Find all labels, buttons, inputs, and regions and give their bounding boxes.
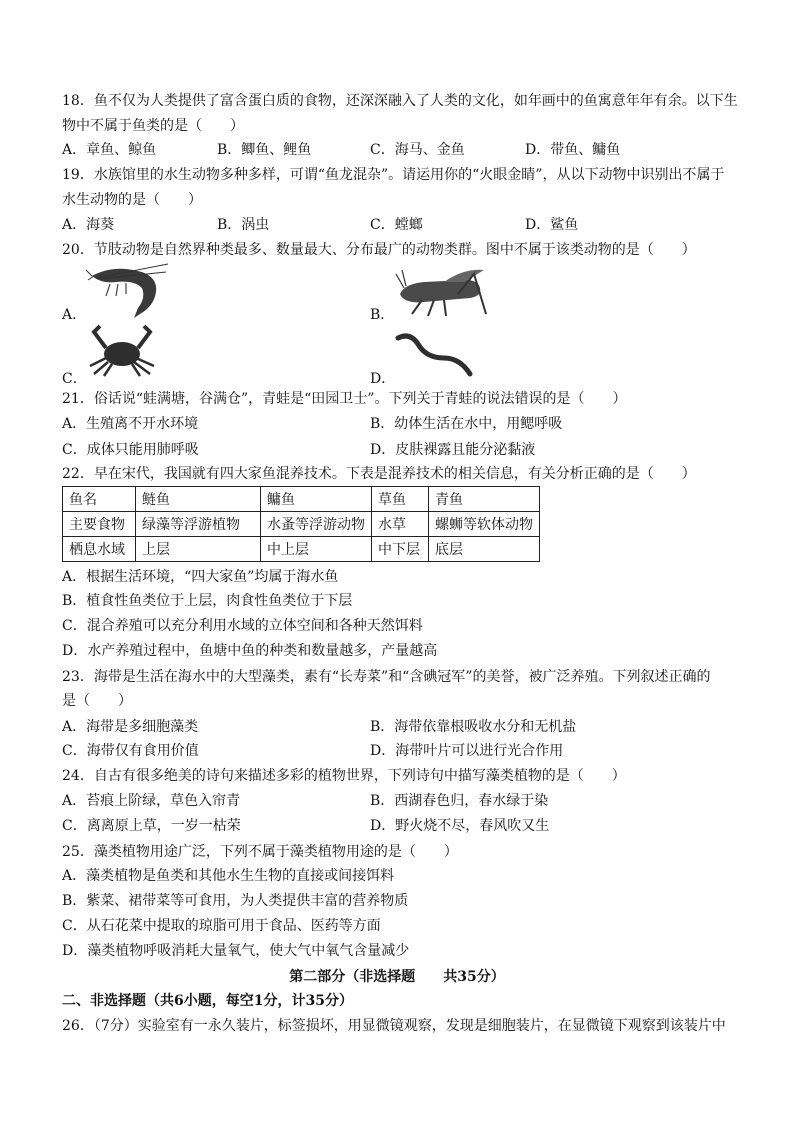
q24-option-b: B．西湖春色归，春水绿于染 xyxy=(370,793,549,809)
table-cell: 青鱼 xyxy=(429,487,540,512)
q26-stem: 26．（7分）实验室有一永久装片，标签损坏，用显微镜观察，发现是细胞装片，在显微镜下观察到该装片中 xyxy=(62,1018,726,1034)
q20-stem: 20．节肢动物是自然界种类最多、数量最大、分布最广的动物类群。图中不属于该类动物的是（ ） xyxy=(62,242,696,258)
table-cell: 栖息水域 xyxy=(63,537,136,562)
q20-option-d: D． xyxy=(370,371,396,387)
q19-stem: 19．水族馆里的水生动物多种多样，可谓“鱼龙混杂”。请运用你的“火眼金睛”，从以下动物中识别出不属于 xyxy=(62,167,725,183)
table-cell: 主要食物 xyxy=(63,512,136,537)
q21-option-d: D．皮肤裸露且能分泌黏液 xyxy=(370,442,536,458)
table-cell: 螺蛳等软体动物 xyxy=(429,512,540,537)
q18-stem: 18．鱼不仅为人类提供了富含蛋白质的食物，还深深融入了人类的文化，如年画中的鱼寓意年年有余。以下生 xyxy=(62,93,738,109)
q19-option-c: C．螳螂 xyxy=(370,217,423,233)
q23-stem: 23．海带是生活在海水中的大型藻类，素有“长寿菜”和“含碘冠军”的美誉，被广泛养殖。下列叙述正确的 xyxy=(62,669,711,685)
section-heading: 二、非选择题（共6小题，每空1分，计35分） xyxy=(62,993,353,1009)
q23-option-c: C．海带仅有食用价值 xyxy=(62,743,199,759)
table-row xyxy=(63,487,540,512)
table-cell: 草鱼 xyxy=(372,487,429,512)
q18-option-b: B．鲫鱼、鲤鱼 xyxy=(217,142,312,158)
q24-option-a: A．苔痕上阶绿，草色入帘青 xyxy=(62,793,241,809)
part2-title: 第二部分（非选择题 共35分） xyxy=(289,969,505,985)
q18-option-a: A．章鱼、鲸鱼 xyxy=(62,142,157,158)
q20-option-b: B． xyxy=(370,307,395,323)
table-cell: 鲢鱼 xyxy=(136,487,261,512)
q20-option-a: A． xyxy=(62,307,87,323)
q18-stem-cont: 物中不属于鱼类的是（ ） xyxy=(62,118,244,134)
table-cell: 中上层 xyxy=(261,537,372,562)
table-cell: 鱼名 xyxy=(63,487,136,512)
q25-option-d: D．藻类植物呼吸消耗大量氧气，使大气中氧气含量减少 xyxy=(62,943,410,959)
q23-stem-cont: 是（ ） xyxy=(62,693,132,709)
table-row xyxy=(63,537,540,562)
q23-option-b: B．海带依靠根吸收水分和无机盐 xyxy=(370,719,577,735)
q21-option-b: B．幼体生活在水中，用鳃呼吸 xyxy=(370,416,563,432)
table-row xyxy=(63,512,540,537)
q21-option-a: A．生殖离不开水环境 xyxy=(62,416,199,432)
q19-option-d: D．鲨鱼 xyxy=(525,217,579,233)
q24-option-d: D．野火烧不尽，春风吹又生 xyxy=(370,818,550,834)
q22-option-a: A．根据生活环境，“四大家鱼”均属于海水鱼 xyxy=(62,569,339,585)
q25-option-c: C．从石花菜中提取的琼脂可用于食品、医药等方面 xyxy=(62,918,381,934)
table-cell: 水蚤等浮游动物 xyxy=(261,512,372,537)
q19-stem-cont: 水生动物的是（ ） xyxy=(62,192,202,208)
q25-option-b: B．紫菜、裙带菜等可食用，为人类提供丰富的营养物质 xyxy=(62,893,409,909)
q20-option-c: C． xyxy=(62,371,87,387)
table-cell: 水草 xyxy=(372,512,429,537)
q23-option-d: D．海带叶片可以进行光合作用 xyxy=(370,743,564,759)
q24-stem: 24．自古有很多绝美的诗句来描述多彩的植物世界，下列诗句中描写藻类植物的是（ ） xyxy=(62,768,626,784)
q21-option-c: C．成体只能用肺呼吸 xyxy=(62,442,199,458)
q24-option-c: C．离离原上草，一岁一枯荣 xyxy=(62,818,241,834)
q22-option-b: B．植食性鱼类位于上层，肉食性鱼类位于下层 xyxy=(62,593,353,609)
q22-option-c: C．混合养殖可以充分利用水域的立体空间和各种天然饵料 xyxy=(62,618,423,634)
q25-stem: 25．藻类植物用途广泛，下列不属于藻类植物用途的是（ ） xyxy=(62,844,458,860)
grasshopper-icon xyxy=(394,264,494,324)
q21-stem: 21．俗话说“蛙满塘，谷满仓”，青蛙是“田园卫士”。下列关于青蛙的说法错误的是（ ） xyxy=(62,391,627,407)
table-cell: 绿藻等浮游植物 xyxy=(136,512,261,537)
q22-option-d: D．水产养殖过程中，鱼塘中鱼的种类和数量越多，产量越高 xyxy=(62,643,438,659)
q19-option-a: A．海葵 xyxy=(62,217,115,233)
earthworm-icon xyxy=(394,330,474,380)
fish-table xyxy=(62,486,540,562)
q22-stem: 22．早在宋代，我国就有四大家鱼混养技术。下表是混养技术的相关信息，有关分析正确的是（ ） xyxy=(62,466,696,482)
table-cell: 鳙鱼 xyxy=(261,487,372,512)
table-cell: 上层 xyxy=(136,537,261,562)
q25-option-a: A．藻类植物是鱼类和其他水生生物的直接或间接饵料 xyxy=(62,868,395,884)
shrimp-icon xyxy=(84,262,170,320)
table-cell: 底层 xyxy=(429,537,540,562)
table-cell: 中下层 xyxy=(372,537,429,562)
q18-option-d: D．带鱼、鳙鱼 xyxy=(525,142,621,158)
q18-option-c: C．海马、金鱼 xyxy=(370,142,465,158)
crab-icon xyxy=(86,322,158,378)
q19-option-b: B．涡虫 xyxy=(217,217,270,233)
q23-option-a: A．海带是多细胞藻类 xyxy=(62,719,199,735)
